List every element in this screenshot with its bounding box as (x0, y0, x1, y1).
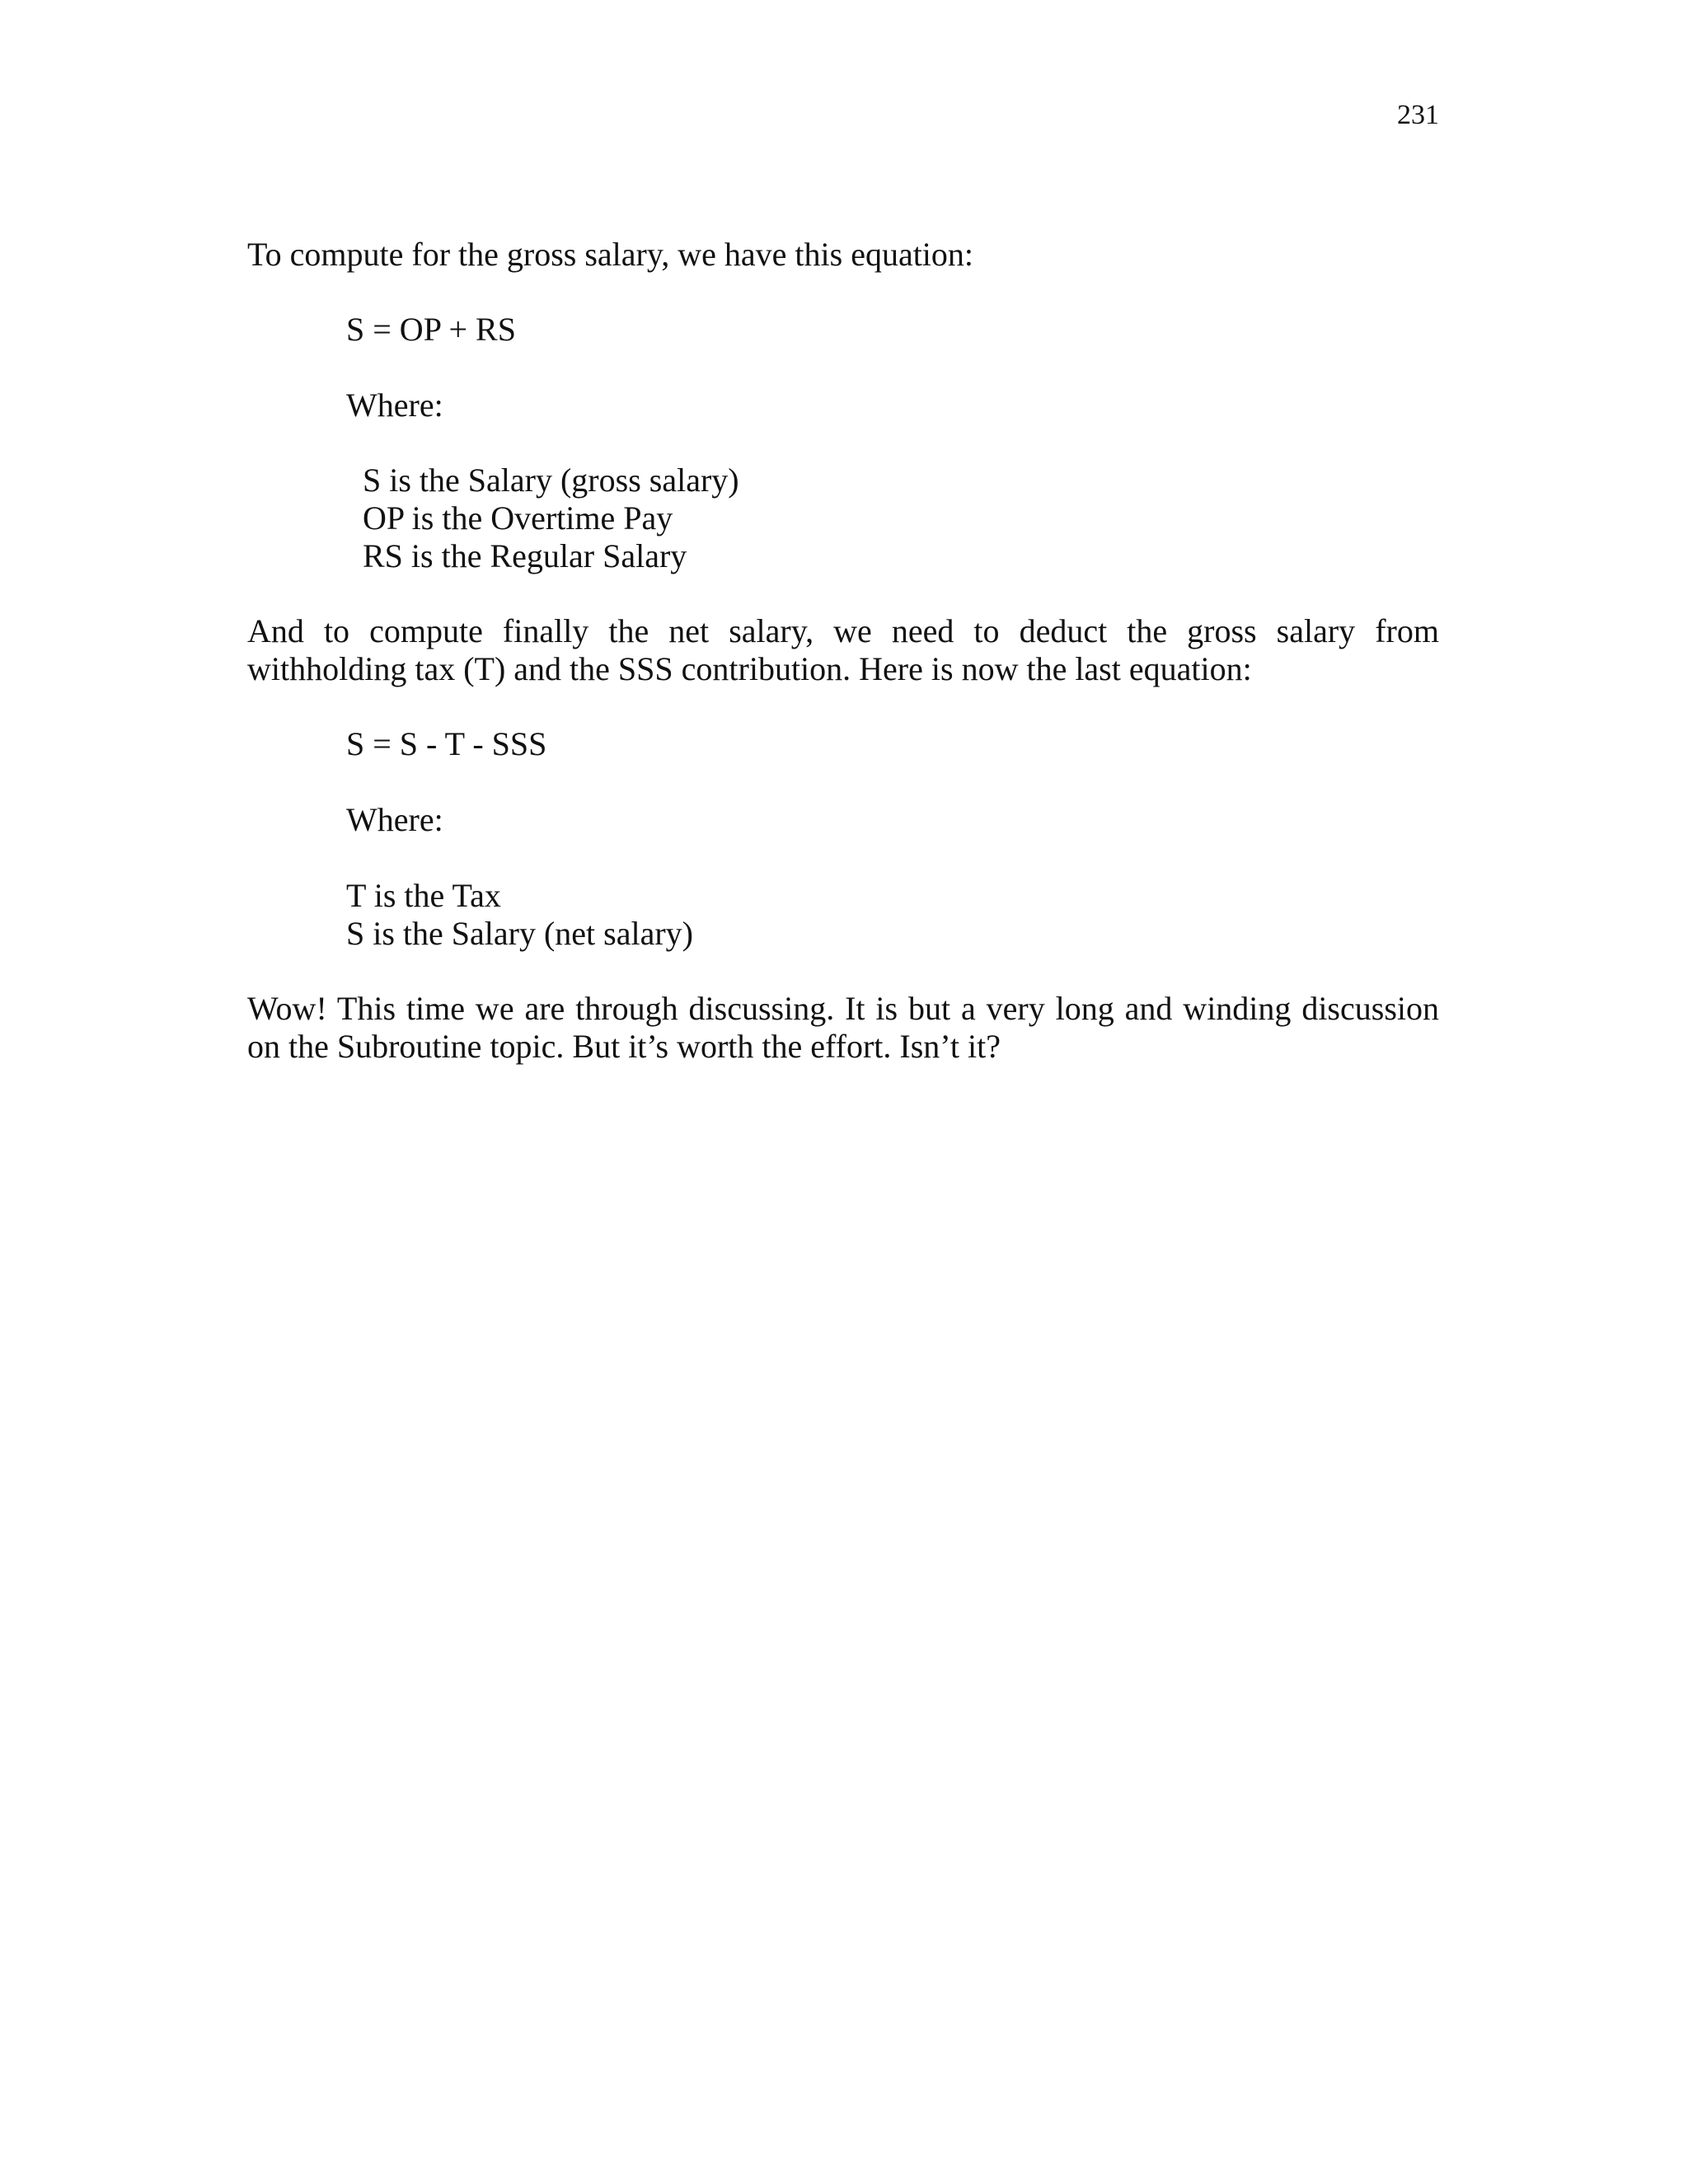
where-label-1: Where: (346, 387, 443, 424)
net-definitions-list (346, 877, 693, 953)
intro-paragraph: To compute for the gross salary, we have this equation: (247, 236, 974, 273)
page-number: 231 (1397, 100, 1439, 130)
definition-item: S is the Salary (gross salary) (363, 462, 739, 499)
net-salary-paragraph: And to compute finally the net salary, we need to deduct the gross salary from withholding tax (T) and the SSS contribution. Here is now the last equation: (247, 612, 1439, 687)
definition-item: RS is the Regular Salary (363, 537, 687, 574)
net-salary-equation: S = S - T - SSS (346, 725, 547, 762)
gross-salary-equation: S = OP + RS (346, 311, 516, 348)
where-label-2: Where: (346, 801, 443, 838)
definition-item: S is the Salary (net salary) (346, 915, 693, 952)
closing-paragraph: Wow! This time we are through discussing. It is but a very long and winding discussion on the Subroutine topic. But it’s worth the effort. Isn’t it? (247, 990, 1439, 1065)
gross-definitions-list (363, 462, 739, 575)
definition-item: T is the Tax (346, 877, 501, 914)
definition-item: OP is the Overtime Pay (363, 499, 673, 537)
